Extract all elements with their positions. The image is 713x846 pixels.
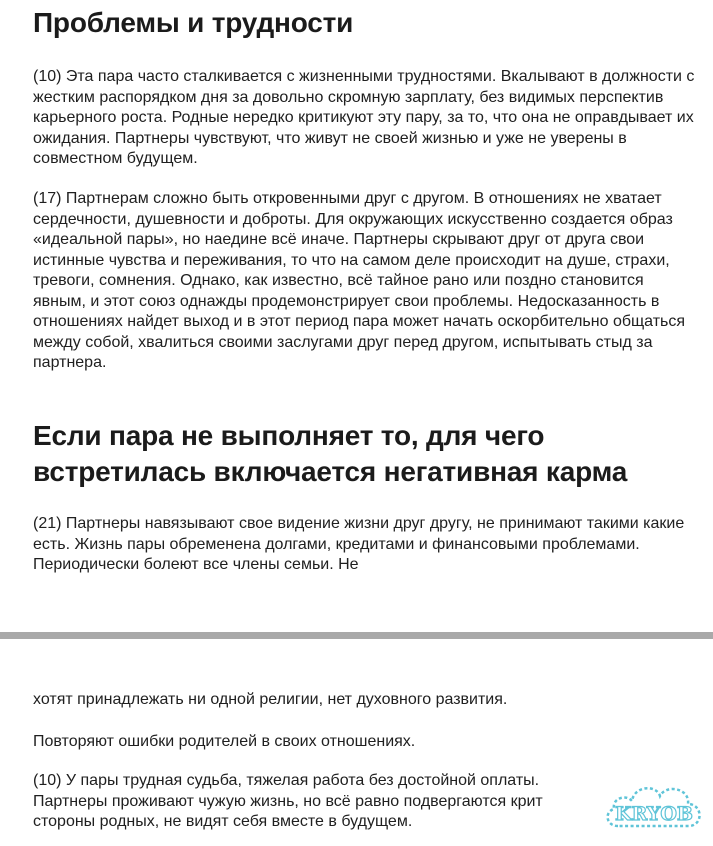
paragraph-17: (17) Партнерам сложно быть откровенными друг с другом. В отношениях не хватает сердечности, душевности и доброты. Для окружающих искусственно создается образ «идеальной пары», но наедине всё иначе. Партнеры скрывают друг от друга свои истинные чувства и переживания, то что на самом деле происходит на душе, страхи, тревоги, сомнения. Однако, как известно, всё тайное рано или поздно становится явным, и этот союз однажды продемонстрирует свои проблемы. Недосказанность в отношениях найдет выход и в этот период пара может начать оскорбительно общаться между собой, хвалиться своими заслугами друг перед другом, испытывать стыд за партнера. (33, 190, 686, 371)
watermark-text: KRYOB (615, 803, 693, 825)
section-heading-problems: Проблемы и трудности (33, 7, 354, 38)
paragraph-continuation: хотят принадлежать ни одной религии, нет духовного развития. (33, 691, 508, 708)
paragraph-parents: Повторяют ошибки родителей в своих отношениях. (33, 733, 416, 750)
paragraph-10: (10) Эта пара часто сталкивается с жизненными трудностями. Вкалывают в должности с жестким распорядком дня за довольно скромную зарплату, без видимых перспектив карьерного роста. Родные нередко критикуют эту пару, за то, что она не оправдывает их ожидания. Партнеры чувствуют, что живут не своей жизнью и уже не уверены в совместном будущем. (33, 68, 695, 167)
section-heading-karma: Если пара не выполняет то, для чего встретилась включается негативная карма (33, 420, 628, 487)
page-divider (0, 632, 713, 639)
paragraph-10-second: (10) У пары трудная судьба, тяжелая работа без достойной оплаты. Партнеры проживают чужую жизнь, но всё равно подвергаются крит стороны родных, не видят себя вместе в будущем. (33, 772, 543, 830)
cloud-logo-icon (600, 774, 708, 836)
paragraph-21: (21) Партнеры навязывают свое видение жизни друг другу, не принимают такими какие есть. Жизнь пары обременена долгами, кредитами и финансовыми проблемами. Периодически болеют все члены семьи. Не (33, 515, 685, 573)
